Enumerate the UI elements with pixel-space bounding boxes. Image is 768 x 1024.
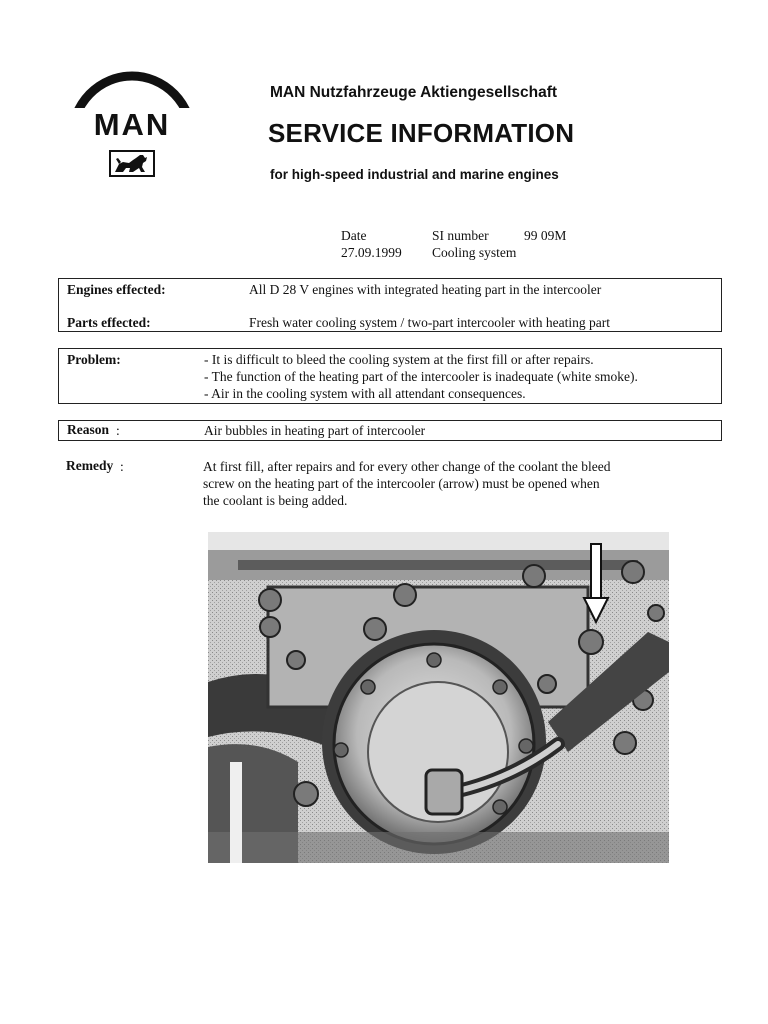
date-value: 27.09.1999 [341,245,402,260]
remedy-label: Remedy [66,458,114,473]
man-logo [66,68,198,180]
reason-colon: : [116,423,120,438]
problem-label: Problem: [67,352,121,367]
page-title: SERVICE INFORMATION [268,118,575,148]
company-name: MAN Nutzfahrzeuge Aktiengesellschaft [270,84,558,101]
reason-label: Reason [67,422,110,437]
remedy-line: screw on the heating part of the intercooler (arrow) must be opened when [203,476,600,491]
reason-value: Air bubbles in heating part of intercooler [204,423,426,438]
remedy-line: the coolant is being added. [203,493,348,508]
engine-illustration [208,532,669,863]
remedy-colon: : [120,459,124,474]
lion-icon [109,150,155,177]
problem-box [58,348,722,404]
engines-effected-label: Engines effected: [67,282,166,297]
engines-effected-value: All D 28 V engines with integrated heating part in the intercooler [249,282,602,297]
si-number-value: 99 09M [524,228,567,243]
parts-effected-label: Parts effected: [67,315,151,330]
page-subtitle: for high-speed industrial and marine engines [270,167,559,182]
problem-line: - The function of the heating part of the intercooler is inadequate (white smoke). [204,369,638,384]
si-number-label: SI number [432,228,489,243]
problem-line: - Air in the cooling system with all attendant consequences. [204,386,526,401]
man-logo-text: MAN [66,108,198,142]
intercooler-photo [208,532,669,863]
date-label: Date [341,228,367,243]
remedy-line: At first fill, after repairs and for every other change of the coolant the bleed [203,459,611,474]
subject-value: Cooling system [432,245,517,260]
parts-effected-value: Fresh water cooling system / two-part intercooler with heating part [249,315,611,330]
reason-box [58,420,722,441]
effected-box [58,278,722,332]
problem-line: - It is difficult to bleed the cooling system at the first fill or after repairs. [204,352,594,367]
